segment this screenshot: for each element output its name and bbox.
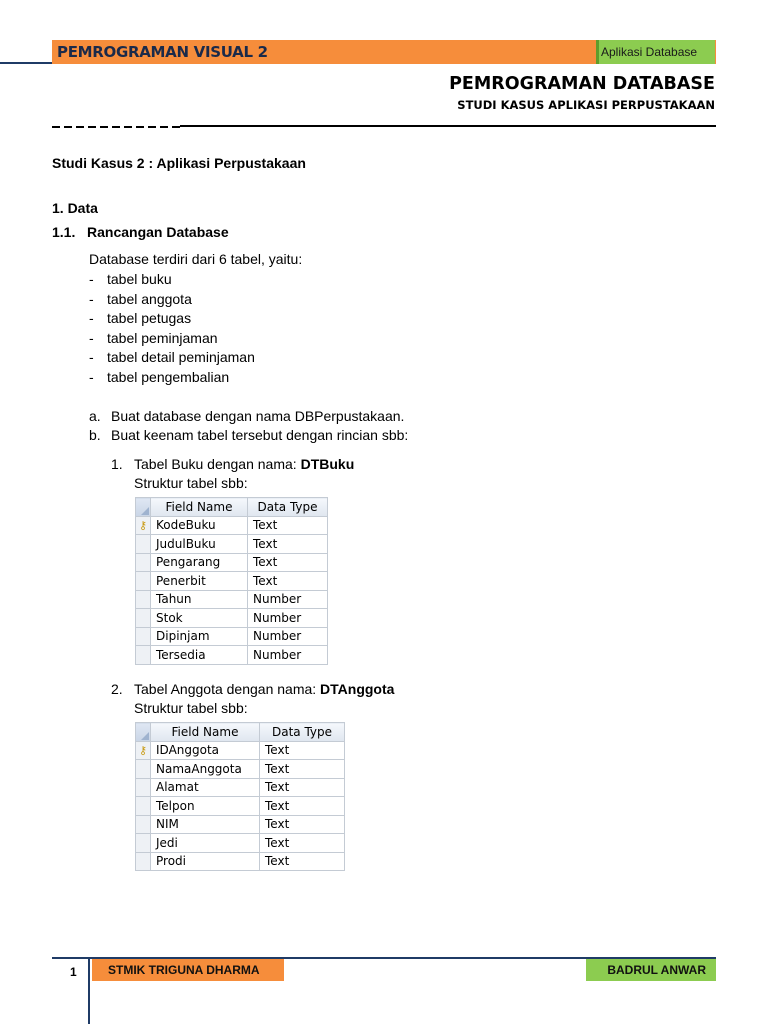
data-type-cell[interactable]: Text [248,572,328,591]
bullet-marker: - [89,349,94,365]
column-header-data-type: Data Type [260,723,345,742]
field-name-cell[interactable]: Jedi [151,834,260,853]
table-row[interactable] [136,572,328,591]
table1-struct-label: Struktur tabel sbb: [134,475,248,491]
bullet-marker: - [89,330,94,346]
document-title: PEMROGRAMAN DATABASE [449,74,715,94]
database-intro: Database terdiri dari 6 tabel, yaitu: [89,251,303,267]
key-icon: ⚷ [138,519,148,533]
key-icon: ⚷ [138,744,148,758]
table-row[interactable] [136,834,345,853]
table2-marker: 2. [111,681,123,697]
table-row[interactable] [136,741,345,760]
row-selector[interactable] [136,590,151,609]
data-type-cell[interactable]: Text [260,834,345,853]
row-selector[interactable] [136,741,151,760]
field-name-cell[interactable]: Alamat [151,778,260,797]
data-type-cell[interactable]: Text [248,553,328,572]
document-subtitle: STUDI KASUS APLIKASI PERPUSTAKAAN [457,98,715,112]
table-row[interactable] [136,852,345,871]
table-row[interactable] [136,535,328,554]
list-item-label: tabel peminjaman [107,330,218,346]
column-header-data-type: Data Type [248,498,328,517]
row-selector[interactable] [136,815,151,834]
row-selector[interactable] [136,627,151,646]
field-name-cell[interactable]: Telpon [151,797,260,816]
table-row[interactable] [136,797,345,816]
table2-heading [134,680,394,698]
footer-author: BADRUL ANWAR [607,963,706,977]
table1-heading [134,455,354,473]
column-header-field-name: Field Name [151,498,248,517]
field-name-cell[interactable]: Tersedia [151,646,248,665]
table2-name: DTAnggota [320,681,395,697]
step-text-b: Buat keenam tabel tersebut dengan rincian sbb: [111,427,409,443]
course-name: PEMROGRAMAN VISUAL 2 [57,43,268,61]
header-rule [180,125,716,127]
field-name-cell[interactable]: IDAnggota [151,741,260,760]
select-all-corner[interactable] [136,498,151,517]
row-selector[interactable] [136,553,151,572]
row-selector[interactable] [136,797,151,816]
list-item-label: tabel petugas [107,310,192,326]
header-tag: Aplikasi Database [601,45,698,59]
table1-name: DTBuku [300,456,355,472]
field-name-cell[interactable]: JudulBuku [151,535,248,554]
header-dashed-rule [52,126,180,128]
subsection-number: 1.1. [52,224,76,240]
field-name-cell[interactable]: Dipinjam [151,627,248,646]
column-header-field-name: Field Name [151,723,260,742]
field-name-cell[interactable]: Tahun [151,590,248,609]
row-selector[interactable] [136,760,151,779]
row-selector[interactable] [136,852,151,871]
table-row[interactable] [136,760,345,779]
table-row[interactable] [136,609,328,628]
data-type-cell[interactable]: Number [248,590,328,609]
data-type-cell[interactable]: Text [248,535,328,554]
field-name-cell[interactable]: KodeBuku [151,516,248,535]
table2-struct-label: Struktur tabel sbb: [134,700,248,716]
list-item-label: tabel anggota [107,291,192,307]
table-row[interactable] [136,516,328,535]
header-left-rule [0,62,52,64]
table1-lead: Tabel Buku dengan nama: [134,456,301,472]
list-item-label: tabel pengembalian [107,369,230,385]
table-row[interactable] [136,590,328,609]
list-item-label: tabel buku [107,271,172,287]
dtanggota-structure-table [135,722,345,871]
select-all-icon [141,507,149,515]
footer-institution: STMIK TRIGUNA DHARMA [108,963,260,977]
field-name-cell[interactable]: Pengarang [151,553,248,572]
row-selector[interactable] [136,609,151,628]
field-name-cell[interactable]: NIM [151,815,260,834]
field-name-cell[interactable]: Penerbit [151,572,248,591]
row-selector[interactable] [136,516,151,535]
subsection-title: Rancangan Database [87,224,229,240]
dtbuku-structure-table [135,497,328,665]
data-type-cell[interactable]: Text [260,815,345,834]
row-selector[interactable] [136,778,151,797]
data-type-cell[interactable]: Text [248,516,328,535]
bullet-marker: - [89,271,94,287]
bullet-marker: - [89,310,94,326]
table-header-row [136,498,328,517]
table-row[interactable] [136,553,328,572]
list-item-label: tabel detail peminjaman [107,349,255,365]
data-type-cell[interactable]: Text [260,741,345,760]
select-all-icon [141,732,149,740]
data-type-cell[interactable]: Text [260,797,345,816]
table-header-row [136,723,345,742]
row-selector[interactable] [136,535,151,554]
table-row[interactable] [136,778,345,797]
data-type-cell[interactable]: Text [260,778,345,797]
step-marker-b: b. [89,427,101,443]
table-row[interactable] [136,815,345,834]
row-selector[interactable] [136,646,151,665]
bullet-marker: - [89,291,94,307]
field-name-cell[interactable]: Stok [151,609,248,628]
table1-marker: 1. [111,456,123,472]
data-type-cell[interactable]: Number [248,646,328,665]
table2-lead: Tabel Anggota dengan nama: [134,681,321,697]
data-type-cell[interactable]: Number [248,627,328,646]
page-number: 1 [70,965,77,979]
section-heading-data: 1. Data [52,200,98,216]
table-row[interactable] [136,646,328,665]
table-row[interactable] [136,627,328,646]
data-type-cell[interactable]: Text [260,760,345,779]
bullet-marker: - [89,369,94,385]
data-type-cell[interactable]: Number [248,609,328,628]
field-name-cell[interactable]: Prodi [151,852,260,871]
row-selector[interactable] [136,572,151,591]
field-name-cell[interactable]: NamaAnggota [151,760,260,779]
footer-page-bar [88,957,90,1024]
data-type-cell[interactable]: Text [260,852,345,871]
step-text-a: Buat database dengan nama DBPerpustakaan. [111,408,405,424]
case-study-title: Studi Kasus 2 : Aplikasi Perpustakaan [52,155,306,171]
step-marker-a: a. [89,408,101,424]
select-all-corner[interactable] [136,723,151,742]
row-selector[interactable] [136,834,151,853]
